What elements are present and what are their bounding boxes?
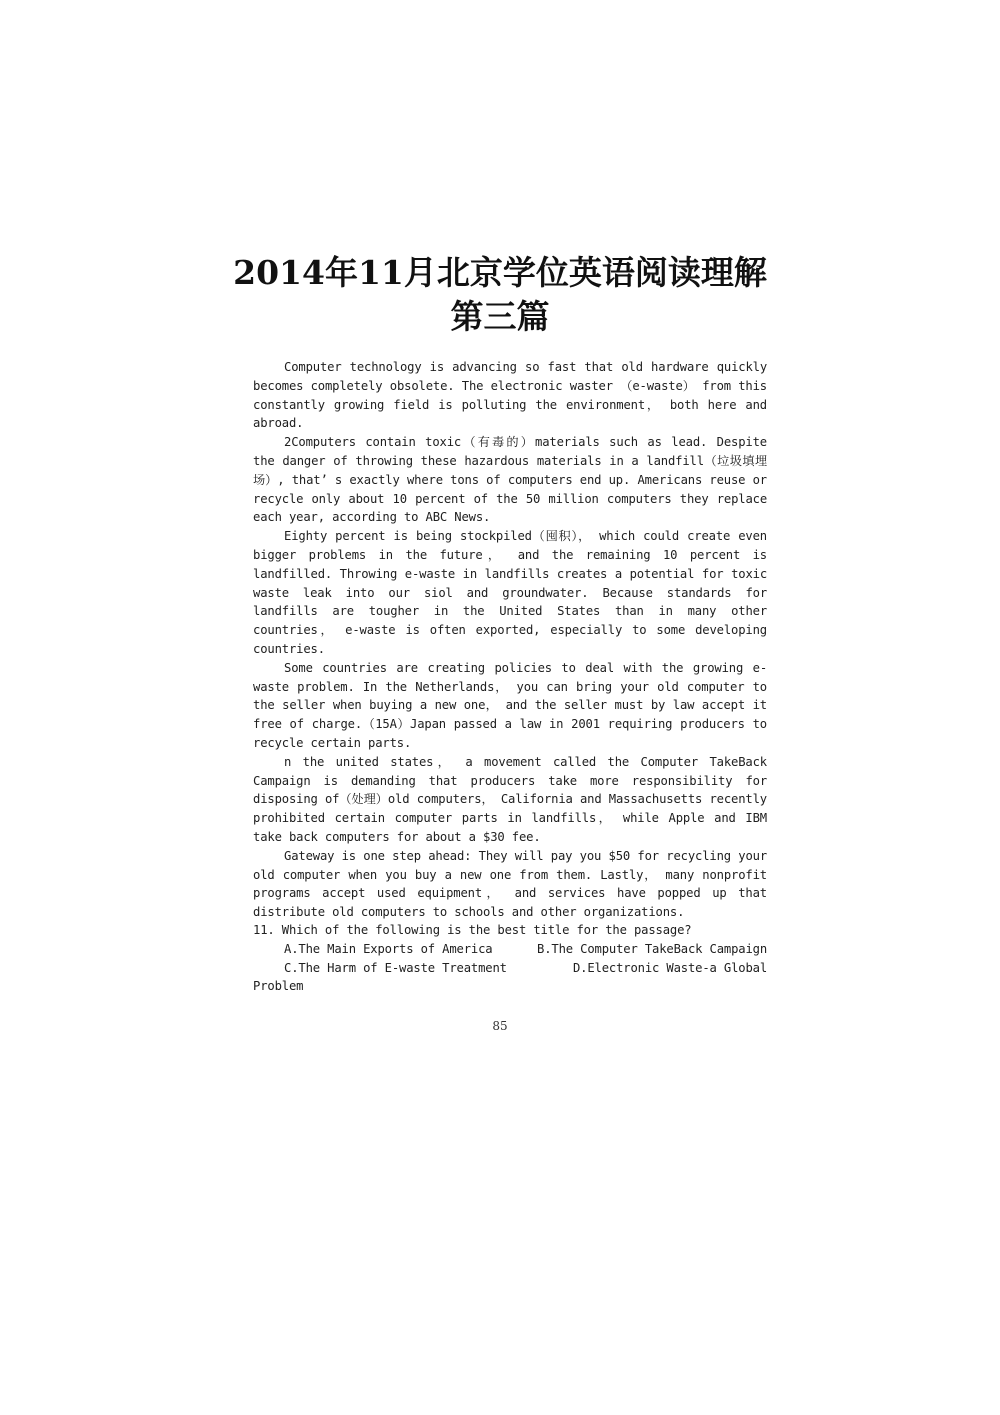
option-d: D.Electronic Waste-a Global [572,960,767,975]
page-number: 85 [492,1019,508,1033]
page-subtitle: 第三篇 [450,297,550,336]
title-block [0,252,1000,338]
passage-paragraph-4: Some countries are creating policies to deal with the growing e-waste problem. In the Netherlands， you can bring your old computer to the seller when buying a new one， and the seller must by law accept it free of charge.（15A）Japan passed a law in 2001 requiring producers to recycle certain parts. [253,660,767,750]
question-block [253,921,767,996]
options-row-1 [253,940,767,959]
options-row-2 [253,959,767,978]
passage-paragraph-1: Computer technology is advancing so fast that old hardware quickly becomes completely obsolete. The electronic waster （e-waste） from this constantly growing field is polluting the environment， both here and abroad. [253,360,767,431]
option-b: B.The Computer TakeBack Campaign [537,941,767,956]
option-a: A.The Main Exports of America [284,941,493,956]
passage-paragraph-5: n the united states， a movement called the Computer TakeBack Campaign is demanding that producers take more responsibility for disposing of（处理）old computers， California and Massachusetts recently prohibited certain computer parts in landfills， while Apple and IBM take back computers for about a $30 fee. [253,754,767,844]
option-c: C.The Harm of E-waste Treatment [284,960,507,975]
passage-paragraph-3: Eighty percent is being stockpiled（囤积）， which could create even bigger problems in the future， and the remaining 10 percent is landfilled. Throwing e-waste in landfills creates a potential for toxic waste leak into our siol and groundwater. Because standards for landfills are tougher in the United States than in many other countries， e-waste is often exported, especially to some developing countries. [253,529,767,656]
page-title: 2014年11月北京学位英语阅读理解 [233,253,767,292]
passage-paragraph-6: Gateway is one step ahead: They will pay you $50 for recycling your old computer when you buy a new one from them. Lastly， many nonprofit programs accept used equipment， and services have popped up that distribute old computers to schools and other organizations. [253,848,767,920]
passage-paragraph-2: 2Computers contain toxic（有毒的）materials such as lead. Despite the danger of throwing these hazardous materials in a landfill（垃圾填埋场）, that’ s exactly where tons of computers end up. Americans reuse or recycle only about 10 percent of the 50 million computers they replace each year, according to ABC News. [253,435,767,525]
passage-body [253,358,767,922]
question-stem: 11. Which of the following is the best title for the passage? [253,923,692,937]
option-d-continued: Problem [253,979,304,994]
